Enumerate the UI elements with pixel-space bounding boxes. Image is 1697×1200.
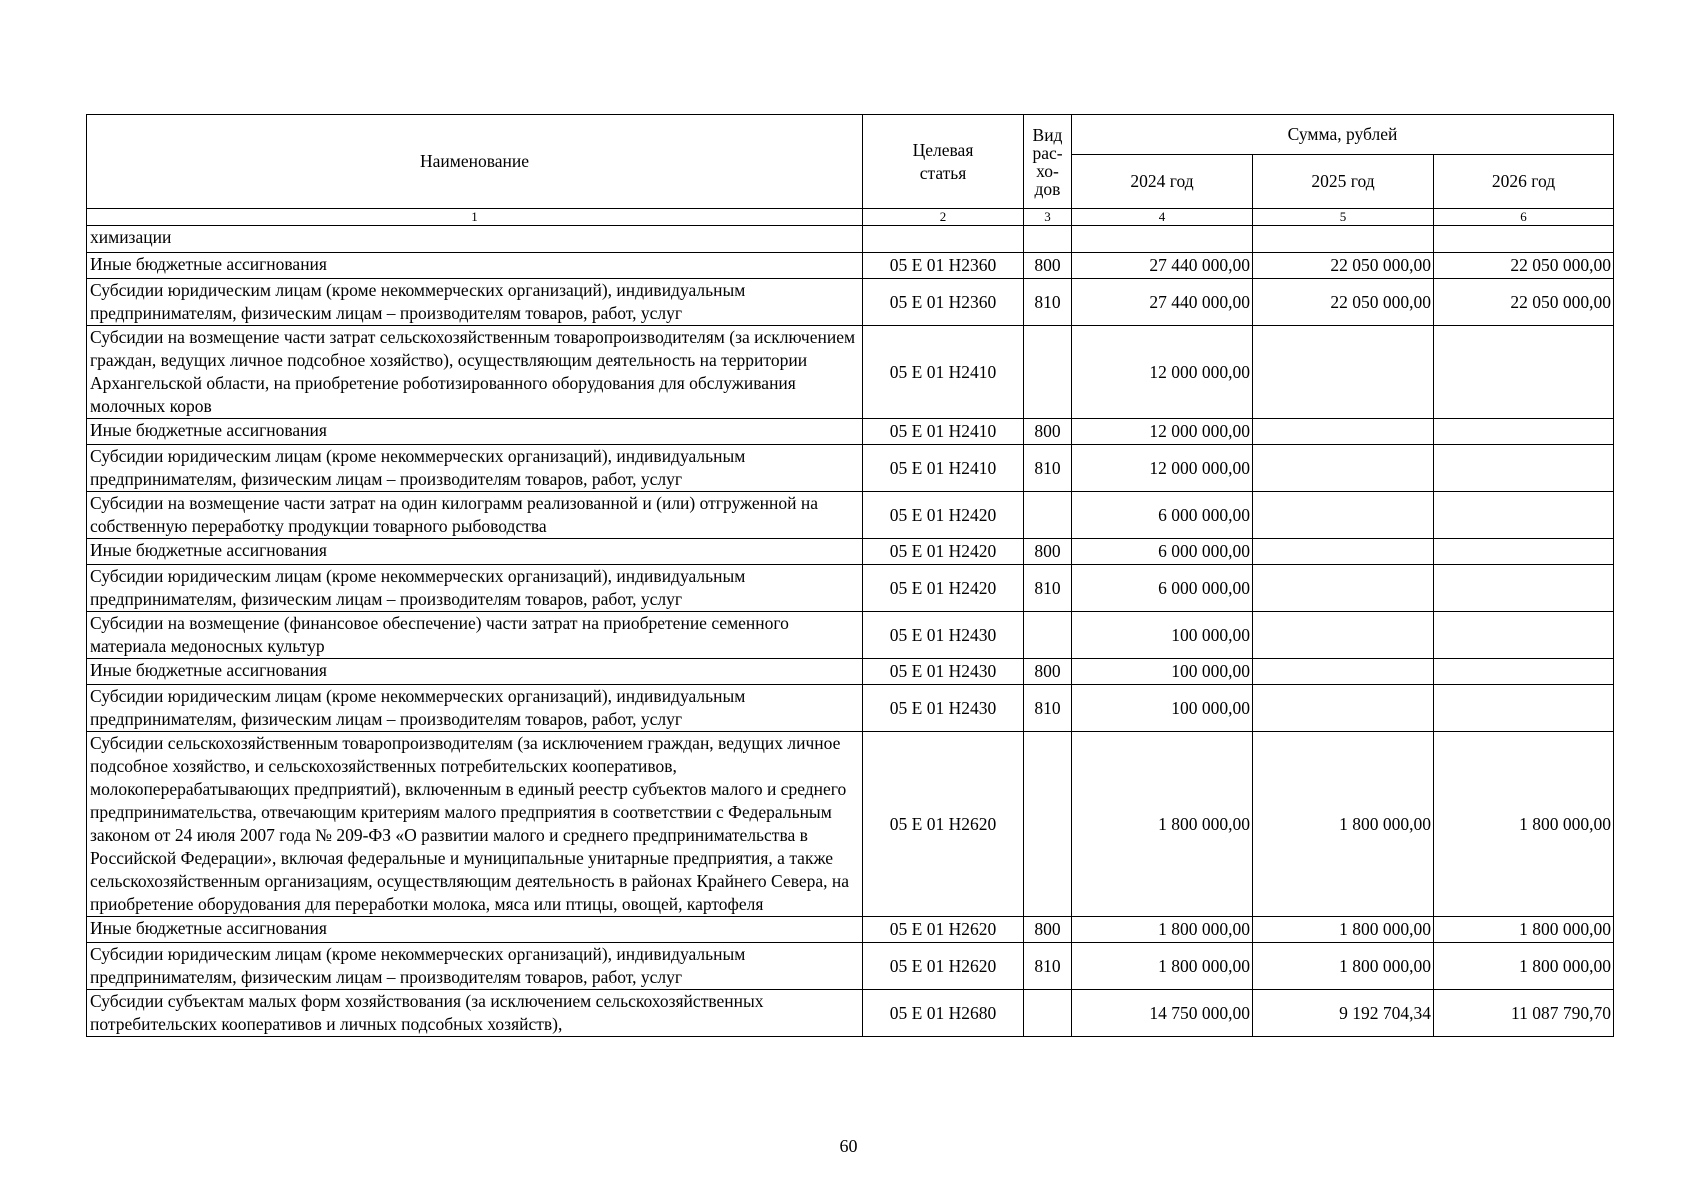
row-code: 05 Е 01 Н2410	[863, 419, 1024, 445]
header-expense-kind: Вид рас-хо-дов	[1024, 115, 1072, 209]
table-row	[87, 732, 1614, 917]
row-code: 05 Е 01 Н2410	[863, 445, 1024, 492]
column-number: 3	[1024, 209, 1072, 226]
row-amount-2025	[1253, 565, 1434, 612]
header-year-2025: 2025 год	[1253, 155, 1434, 209]
row-amount-2024	[1072, 226, 1253, 253]
column-number: 5	[1253, 209, 1434, 226]
row-amount-2024: 14 750 000,00	[1072, 990, 1253, 1037]
row-amount-2026	[1434, 685, 1614, 732]
row-amount-2025: 1 800 000,00	[1253, 732, 1434, 917]
row-amount-2024: 100 000,00	[1072, 659, 1253, 685]
table-row	[87, 917, 1614, 943]
header-year-2024: 2024 год	[1072, 155, 1253, 209]
budget-table	[86, 114, 1614, 1037]
row-name: Иные бюджетные ассигнования	[87, 253, 863, 279]
table-row	[87, 253, 1614, 279]
row-kind	[1024, 732, 1072, 917]
table-row	[87, 419, 1614, 445]
row-name: Иные бюджетные ассигнования	[87, 659, 863, 685]
row-amount-2026: 1 800 000,00	[1434, 732, 1614, 917]
row-kind: 800	[1024, 539, 1072, 565]
table-row	[87, 226, 1614, 253]
row-name: Субсидии субъектам малых форм хозяйствования (за исключением сельскохозяйственных потребительских кооперативов и личных подсобных хозяйств),	[87, 990, 863, 1037]
row-code: 05 Е 01 Н2420	[863, 539, 1024, 565]
row-kind: 810	[1024, 565, 1072, 612]
row-amount-2026	[1434, 659, 1614, 685]
table-row	[87, 279, 1614, 326]
row-amount-2026: 1 800 000,00	[1434, 943, 1614, 990]
row-code: 05 Е 01 Н2420	[863, 565, 1024, 612]
row-code: 05 Е 01 Н2620	[863, 943, 1024, 990]
row-code	[863, 226, 1024, 253]
row-amount-2024: 12 000 000,00	[1072, 326, 1253, 419]
row-kind	[1024, 990, 1072, 1037]
row-code: 05 Е 01 Н2420	[863, 492, 1024, 539]
row-name: Субсидии юридическим лицам (кроме некоммерческих организаций), индивидуальным предпринимателям, физическим лицам – производителям товаров, работ, услуг	[87, 565, 863, 612]
row-amount-2025	[1253, 226, 1434, 253]
row-code: 05 Е 01 Н2360	[863, 253, 1024, 279]
row-amount-2026	[1434, 539, 1614, 565]
row-amount-2024: 100 000,00	[1072, 612, 1253, 659]
row-kind: 800	[1024, 659, 1072, 685]
row-amount-2025: 1 800 000,00	[1253, 943, 1434, 990]
row-kind	[1024, 326, 1072, 419]
row-amount-2025	[1253, 539, 1434, 565]
row-amount-2025: 1 800 000,00	[1253, 917, 1434, 943]
row-amount-2025: 22 050 000,00	[1253, 279, 1434, 326]
header-name: Наименование	[87, 115, 863, 209]
header-target-article: Целевая статья	[863, 115, 1024, 209]
row-amount-2026	[1434, 445, 1614, 492]
table-row	[87, 612, 1614, 659]
row-amount-2024: 27 440 000,00	[1072, 253, 1253, 279]
page-number: 60	[839, 1136, 858, 1156]
row-amount-2024: 6 000 000,00	[1072, 492, 1253, 539]
row-code: 05 Е 01 Н2430	[863, 659, 1024, 685]
row-kind: 800	[1024, 419, 1072, 445]
row-amount-2025	[1253, 612, 1434, 659]
row-name: Иные бюджетные ассигнования	[87, 539, 863, 565]
header-year-2026: 2026 год	[1434, 155, 1614, 209]
row-code: 05 Е 01 Н2360	[863, 279, 1024, 326]
table-row	[87, 685, 1614, 732]
table-header	[87, 115, 1614, 226]
table-row	[87, 990, 1614, 1037]
column-number: 4	[1072, 209, 1253, 226]
row-amount-2025	[1253, 685, 1434, 732]
row-kind: 810	[1024, 445, 1072, 492]
row-amount-2025	[1253, 659, 1434, 685]
row-amount-2025: 9 192 704,34	[1253, 990, 1434, 1037]
row-amount-2025	[1253, 419, 1434, 445]
row-name: Иные бюджетные ассигнования	[87, 917, 863, 943]
table-row	[87, 326, 1614, 419]
row-name: химизации	[87, 226, 863, 253]
table-row	[87, 943, 1614, 990]
row-name: Субсидии на возмещение (финансовое обеспечение) части затрат на приобретение семенного материала медоносных культур	[87, 612, 863, 659]
row-code: 05 Е 01 Н2680	[863, 990, 1024, 1037]
row-code: 05 Е 01 Н2430	[863, 685, 1024, 732]
row-amount-2025	[1253, 326, 1434, 419]
row-amount-2026	[1434, 419, 1614, 445]
row-kind: 810	[1024, 685, 1072, 732]
row-amount-2024: 12 000 000,00	[1072, 419, 1253, 445]
table-row	[87, 659, 1614, 685]
row-amount-2024: 1 800 000,00	[1072, 943, 1253, 990]
column-number: 6	[1434, 209, 1614, 226]
row-kind	[1024, 226, 1072, 253]
row-amount-2024: 12 000 000,00	[1072, 445, 1253, 492]
row-name: Субсидии юридическим лицам (кроме некоммерческих организаций), индивидуальным предпринимателям, физическим лицам – производителям товаров, работ, услуг	[87, 445, 863, 492]
row-amount-2026	[1434, 565, 1614, 612]
row-amount-2025	[1253, 445, 1434, 492]
row-amount-2026: 11 087 790,70	[1434, 990, 1614, 1037]
row-kind: 810	[1024, 279, 1072, 326]
row-name: Субсидии сельскохозяйственным товаропроизводителям (за исключением граждан, ведущих личное подсобное хозяйство, и сельскохозяйственных потребительских кооперативов, молокоперерабатывающих предприятий), включенным в единый реестр субъектов малого и среднего предпринимательства, отвечающим критериям малого предприятия в соответствии с Федеральным законом от 24 июля 2007 года № 209-ФЗ «О развитии малого и среднего предпринимательства в Российской Федерации», включая федеральные и муниципальные унитарные предприятия, а также сельскохозяйственным организациям, осуществляющим деятельность в районах Крайнего Севера, на приобретение оборудования для переработки молока, мяса или птицы, овощей, картофеля	[87, 732, 863, 917]
row-name: Субсидии юридическим лицам (кроме некоммерческих организаций), индивидуальным предпринимателям, физическим лицам – производителям товаров, работ, услуг	[87, 943, 863, 990]
row-name: Иные бюджетные ассигнования	[87, 419, 863, 445]
row-kind	[1024, 492, 1072, 539]
row-amount-2026	[1434, 492, 1614, 539]
row-kind: 810	[1024, 943, 1072, 990]
table-row	[87, 492, 1614, 539]
header-sum: Сумма, рублей	[1072, 115, 1614, 155]
row-amount-2024: 100 000,00	[1072, 685, 1253, 732]
row-amount-2024: 1 800 000,00	[1072, 917, 1253, 943]
row-amount-2025	[1253, 492, 1434, 539]
row-code: 05 Е 01 Н2430	[863, 612, 1024, 659]
row-kind: 800	[1024, 917, 1072, 943]
row-kind: 800	[1024, 253, 1072, 279]
row-amount-2025: 22 050 000,00	[1253, 253, 1434, 279]
table-body	[87, 226, 1614, 1037]
row-name: Субсидии на возмещение части затрат на один килограмм реализованной и (или) отгруженной на собственную переработку продукции товарного рыбоводства	[87, 492, 863, 539]
row-amount-2026	[1434, 326, 1614, 419]
row-amount-2026: 22 050 000,00	[1434, 253, 1614, 279]
table-row	[87, 539, 1614, 565]
column-number: 2	[863, 209, 1024, 226]
row-amount-2026	[1434, 612, 1614, 659]
row-name: Субсидии юридическим лицам (кроме некоммерческих организаций), индивидуальным предпринимателям, физическим лицам – производителям товаров, работ, услуг	[87, 685, 863, 732]
row-kind	[1024, 612, 1072, 659]
table-row	[87, 565, 1614, 612]
row-amount-2024: 1 800 000,00	[1072, 732, 1253, 917]
column-numbers-row	[87, 209, 1614, 226]
row-name: Субсидии на возмещение части затрат сельскохозяйственным товаропроизводителям (за исключением граждан, ведущих личное подсобное хозяйство), осуществляющим деятельность на территории Архангельской области, на приобретение роботизированного оборудования для обслуживания молочных коров	[87, 326, 863, 419]
row-code: 05 Е 01 Н2620	[863, 917, 1024, 943]
row-amount-2024: 27 440 000,00	[1072, 279, 1253, 326]
row-amount-2024: 6 000 000,00	[1072, 539, 1253, 565]
table-row	[87, 445, 1614, 492]
row-amount-2026: 22 050 000,00	[1434, 279, 1614, 326]
row-amount-2026: 1 800 000,00	[1434, 917, 1614, 943]
row-code: 05 Е 01 Н2620	[863, 732, 1024, 917]
row-amount-2024: 6 000 000,00	[1072, 565, 1253, 612]
row-amount-2026	[1434, 226, 1614, 253]
row-name: Субсидии юридическим лицам (кроме некоммерческих организаций), индивидуальным предпринимателям, физическим лицам – производителям товаров, работ, услуг	[87, 279, 863, 326]
row-code: 05 Е 01 Н2410	[863, 326, 1024, 419]
column-number: 1	[87, 209, 863, 226]
